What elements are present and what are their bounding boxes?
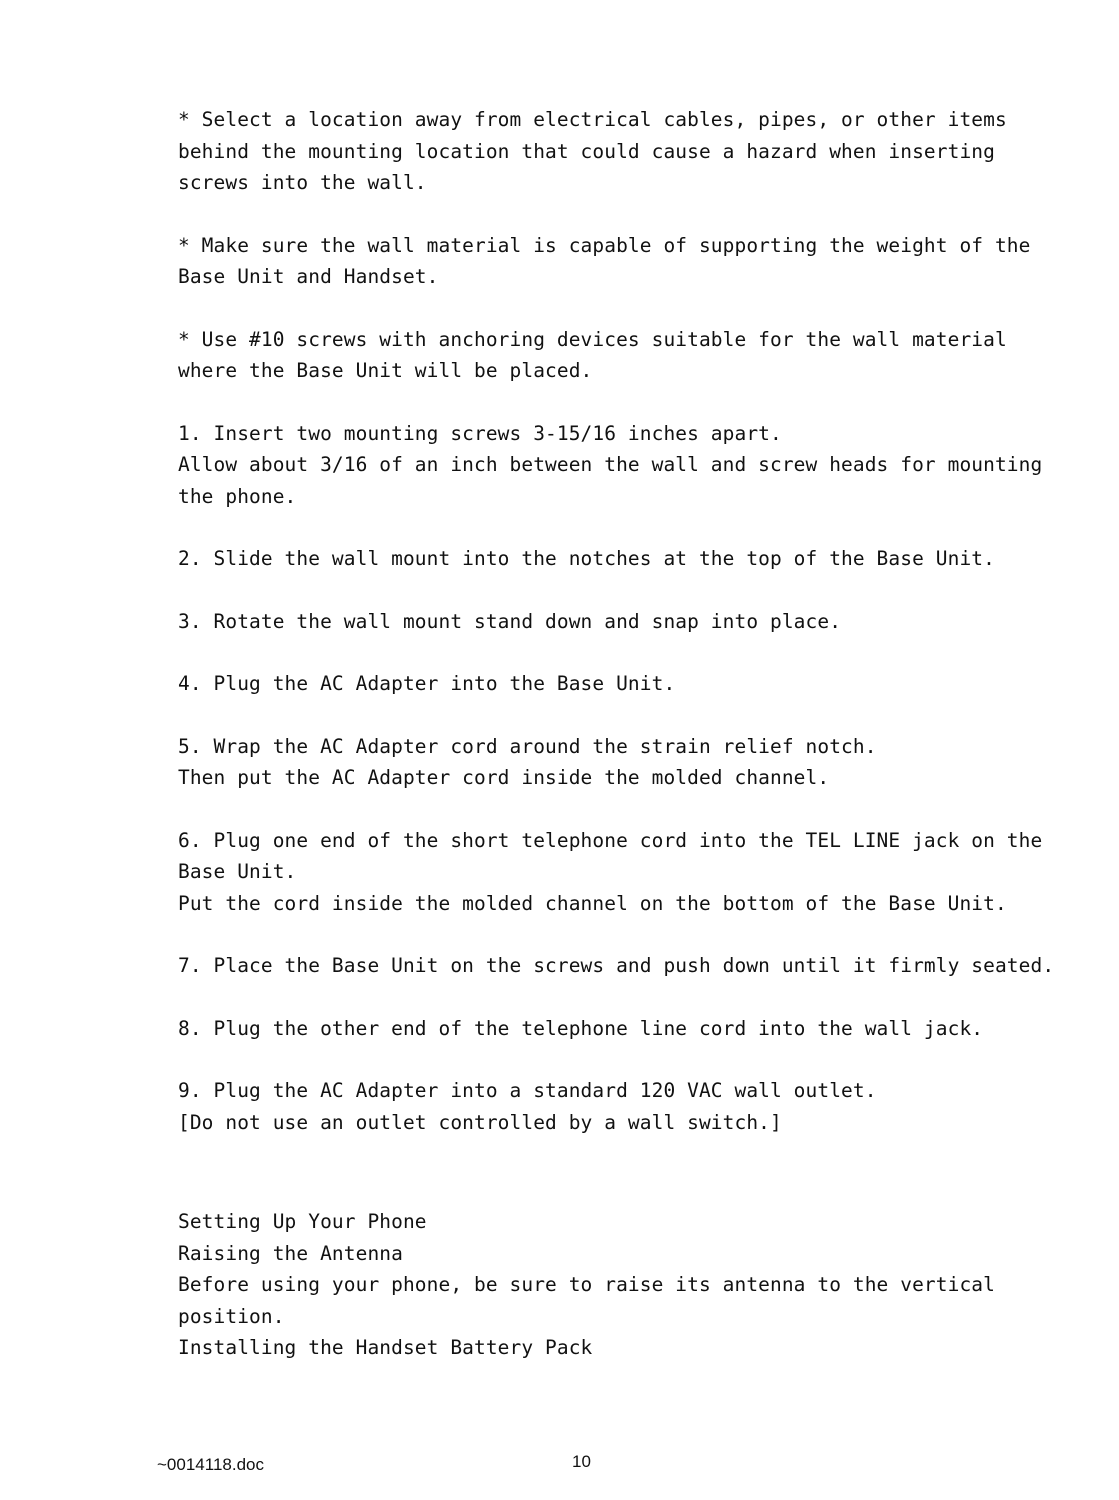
text-line: Before using your phone, be sure to raise its antenna to the vertical (178, 1273, 995, 1296)
footer-filename: ~0014118.doc (157, 1455, 264, 1474)
paragraph-location-warning (178, 104, 1028, 199)
text-line: 7. Place the Base Unit on the screws and push down until it firmly seated. (178, 954, 1055, 977)
text-line: Put the cord inside the molded channel on the bottom of the Base Unit. (178, 891, 1007, 915)
text-line: [Do not use an outlet controlled by a wall switch.] (178, 1110, 782, 1134)
text-line: 2. Slide the wall mount into the notches at the top of the Base Unit. (178, 547, 995, 570)
subsection-heading: Raising the Antenna (178, 1241, 403, 1265)
paragraph-screws (178, 324, 1028, 387)
step-1 (178, 418, 1043, 513)
text-line: Base Unit. (178, 860, 297, 883)
text-line: position. (178, 1304, 285, 1328)
step-8 (178, 1013, 1028, 1045)
text-line: * Make sure the wall material is capable of supporting the weight of the (178, 233, 1031, 257)
text-line: * Select a location away from electrical cables, pipes, or other items (178, 108, 1007, 131)
text-line: 8. Plug the other end of the telephone line cord into the wall jack. (178, 1016, 984, 1040)
text-line: 1. Insert two mounting screws 3-15/16 inches apart. (178, 421, 782, 445)
subsection-heading: Installing the Handset Battery Pack (178, 1336, 593, 1359)
page-number: 10 (572, 1452, 591, 1471)
section-gap (178, 1176, 1028, 1206)
text-line: Base Unit and Handset. (178, 265, 439, 288)
text-line: 9. Plug the AC Adapter into a standard 120 VAC wall outlet. (178, 1079, 877, 1102)
text-line: screws into the wall. (178, 171, 427, 194)
text-line: where the Base Unit will be placed. (178, 359, 593, 382)
document-body (178, 104, 1055, 1364)
step-2 (178, 543, 1028, 575)
step-5 (178, 731, 1028, 794)
paragraph-wall-material (178, 230, 1031, 293)
step-4 (178, 668, 1028, 700)
step-9 (178, 1075, 1028, 1138)
text-line: 3. Rotate the wall mount stand down and snap into place. (178, 609, 842, 633)
text-line: 6. Plug one end of the short telephone cord into the TEL LINE jack on the (178, 828, 1043, 852)
step-3 (178, 606, 1028, 638)
text-line: 4. Plug the AC Adapter into the Base Unit. (178, 672, 676, 695)
section-gap (178, 1138, 1028, 1176)
text-line: behind the mounting location that could cause a hazard when inserting (178, 139, 995, 163)
setting-up-section (178, 1206, 1028, 1364)
text-line: Allow about 3/16 of an inch between the wall and screw heads for mounting (178, 453, 1043, 476)
text-line: Then put the AC Adapter cord inside the molded channel. (178, 766, 830, 789)
text-line: 5. Wrap the AC Adapter cord around the strain relief notch. (178, 734, 877, 758)
section-heading: Setting Up Your Phone (178, 1210, 427, 1233)
text-line: the phone. (178, 484, 297, 508)
step-6 (178, 825, 1043, 920)
text-line: * Use #10 screws with anchoring devices suitable for the wall material (178, 327, 1007, 351)
step-7 (178, 950, 1055, 982)
